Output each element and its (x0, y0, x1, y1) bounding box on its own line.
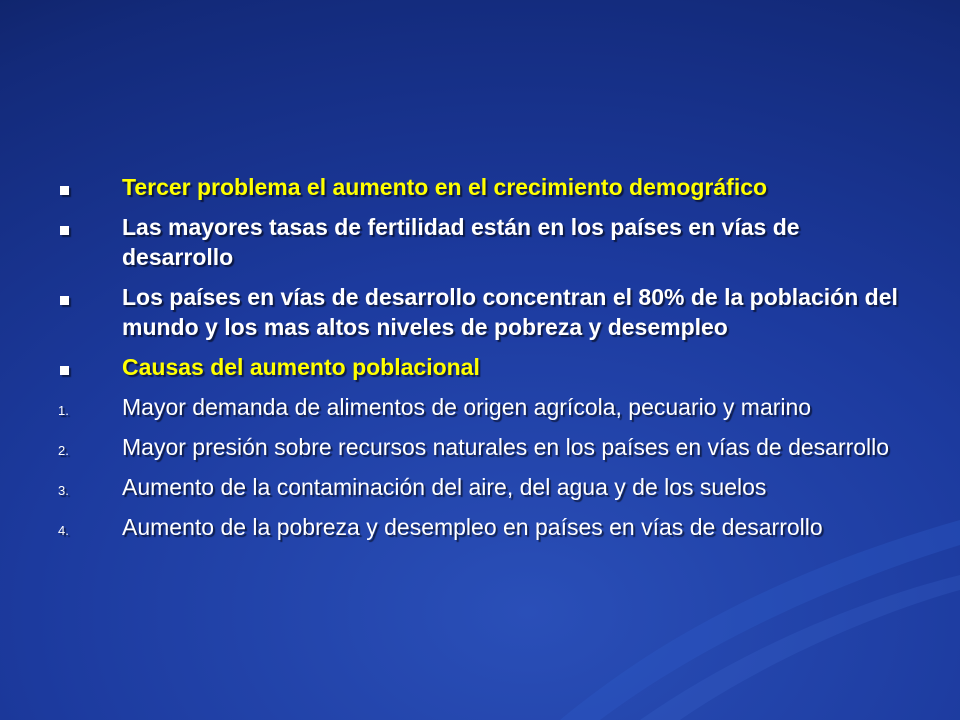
bullet-text: Causas del aumento poblacional (122, 354, 480, 380)
numbered-text: Mayor presión sobre recursos naturales en los países en vías de desarrollo (122, 434, 890, 460)
numbered-item (58, 472, 908, 502)
list-number: 2. (58, 443, 69, 458)
list-number: 3. (58, 483, 69, 498)
bullet-text: Las mayores tasas de fertilidad están en los países en vías de desarrollo (122, 214, 800, 270)
numbered-item (58, 392, 908, 422)
numbered-item (58, 512, 908, 542)
bullet-item (58, 282, 908, 342)
slide-content (58, 172, 908, 552)
bullet-square-icon (58, 172, 98, 202)
bullet-text: Tercer problema el aumento en el crecimiento demográfico (122, 174, 768, 200)
bullet-square-icon (58, 352, 98, 382)
list-number: 1. (58, 403, 69, 418)
bullet-text: Los países en vías de desarrollo concentran el 80% de la población del mundo y los mas altos niveles de pobreza y desempleo (122, 284, 898, 340)
numbered-text: Aumento de la contaminación del aire, del agua y de los suelos (122, 474, 767, 500)
bullet-item (58, 212, 908, 272)
bullet-square-icon (58, 212, 98, 242)
list-number: 4. (58, 523, 69, 538)
bullet-item (58, 352, 908, 382)
bullet-square-icon (58, 282, 98, 312)
numbered-item (58, 432, 908, 462)
bullet-item (58, 172, 908, 202)
numbered-text: Mayor demanda de alimentos de origen agrícola, pecuario y marino (122, 394, 812, 420)
numbered-text: Aumento de la pobreza y desempleo en países en vías de desarrollo (122, 514, 823, 540)
